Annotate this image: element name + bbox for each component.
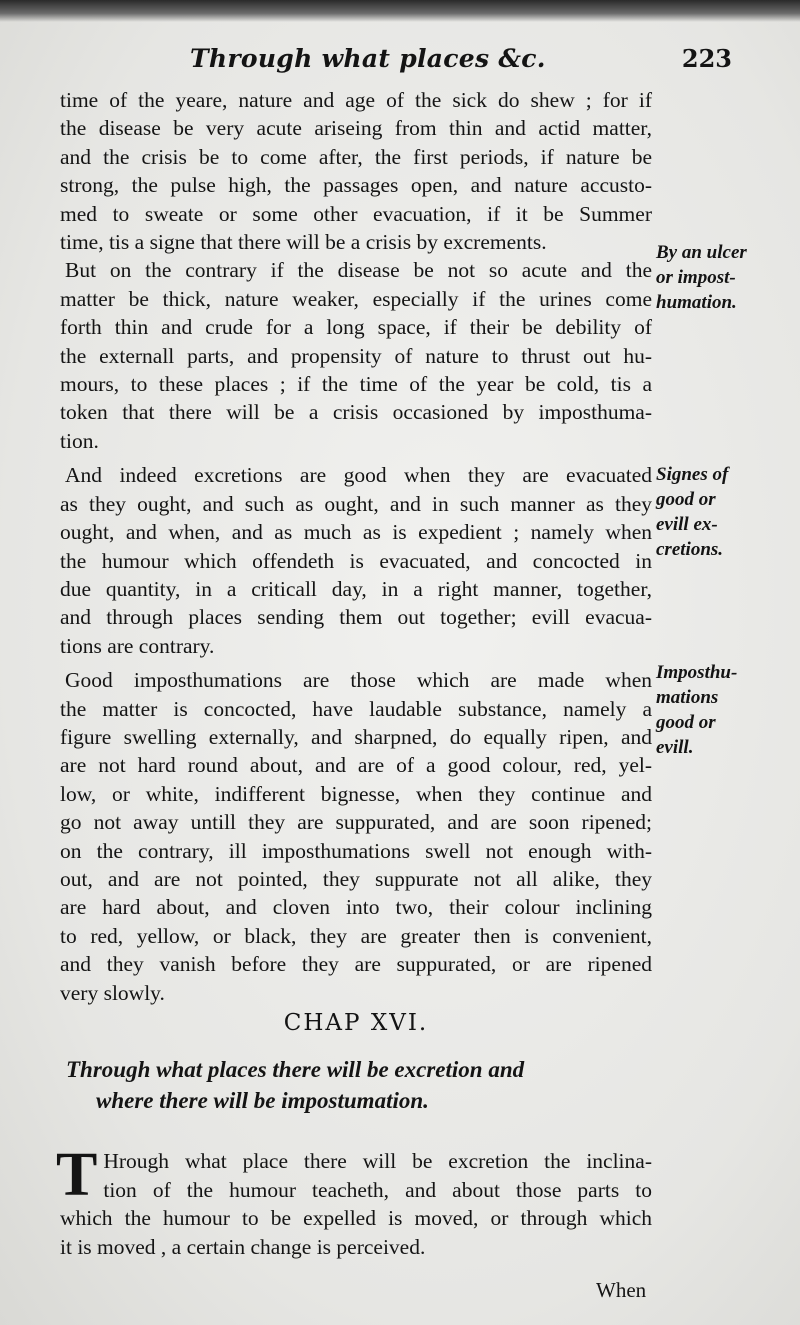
text-line: the humour which offendeth is evacuated, and concocted in [60, 548, 652, 573]
paragraph-4 [60, 666, 652, 1007]
text-line: are not hard round about, and are of a good colour, red, yel- [60, 753, 652, 778]
paragraph-1 [60, 86, 652, 256]
text-line: the externall parts, and propensity of nature to thrust out hu- [60, 343, 652, 368]
margin-note-line: cretions. [656, 539, 724, 560]
text-line: mours, to these places ; if the time of the year be cold, tis a [60, 372, 652, 397]
text-line: Hrough what place there will be excretion the inclina- [103, 1149, 652, 1173]
running-title: Through what places &c. [190, 44, 546, 73]
text-line: the disease be very acute ariseing from thin and actid matter, [60, 116, 652, 141]
text-line: very slowly. [60, 980, 165, 1005]
text-line: ought, and when, and as much as is expedient ; namely when [60, 520, 652, 545]
paragraph-2 [60, 256, 652, 455]
margin-note-line: By an ulcer [656, 242, 747, 263]
drop-cap: T [56, 1141, 98, 1209]
text-line: But on the contrary if the disease be not so acute and the [65, 258, 652, 283]
margin-note-line: Signes of [656, 464, 729, 485]
page-top-shadow [0, 0, 800, 22]
catchword: When [596, 1278, 647, 1302]
text-line: tion of the humour teacheth, and about those parts to [103, 1177, 652, 1202]
text-line: tion. [60, 428, 99, 453]
margin-note-line: evill. [656, 737, 694, 758]
text-line: figure swelling externally, and sharpned, do equally ripen, and [60, 724, 652, 749]
text-line: as they ought, and such as ought, and in such manner as they [60, 491, 652, 516]
text-line: token that there will be a crisis occasioned by imposthuma- [60, 400, 652, 425]
text-line: time, tis a signe that there will be a crisis by excrements. [60, 230, 547, 255]
text-line: forth thin and crude for a long space, if their be debility of [60, 315, 652, 340]
text-line: which the humour to be expelled is moved, or through which [60, 1206, 652, 1230]
margin-note-line: humation. [656, 292, 737, 313]
margin-note-line: Imposthu- [656, 662, 738, 683]
margin-note-excretions [656, 462, 796, 562]
margin-note-imposthumations [656, 660, 796, 760]
text-line: And indeed excretions are good when they are evacuated [65, 463, 652, 488]
text-line: go not away untill they are suppurated, and are soon ripened; [60, 810, 652, 835]
margin-note-line: mations [656, 687, 719, 708]
margin-note-line: good or [656, 712, 716, 733]
margin-note-ulcer [656, 240, 796, 315]
chapter-subtitle-line: Through what places there will be excretion and [66, 1057, 525, 1082]
text-line: and the crisis be to come after, the first periods, if nature be [60, 144, 652, 169]
main-text [60, 86, 652, 1007]
text-line: tions are contrary. [60, 633, 215, 658]
text-line: low, or white, indifferent bignesse, when they continue and [60, 781, 652, 806]
text-line: due quantity, in a criticall day, in a right manner, together, [60, 576, 652, 601]
page-header [60, 44, 732, 84]
margin-note-line: evill ex- [656, 514, 718, 535]
margin-note-line: good or [656, 489, 716, 510]
chapter-body [56, 1141, 652, 1261]
text-line: out, and are not pointed, they suppurate not all alike, they [60, 866, 652, 891]
text-line: the matter is concocted, have laudable substance, namely a [60, 696, 652, 721]
text-line: on the contrary, ill imposthumations swell not enough with- [60, 838, 652, 863]
paragraph-3 [60, 461, 652, 660]
text-line: to red, yellow, or black, they are greater then is convenient, [60, 923, 652, 948]
text-line: Good imposthumations are those which are made when [65, 668, 652, 693]
text-line: time of the yeare, nature and age of the sick do shew ; for if [60, 88, 652, 112]
text-line: it is moved , a certain change is perceived. [60, 1234, 426, 1259]
text-line: med to sweate or some other evacuation, if it be Summer [60, 201, 652, 226]
text-line: are hard about, and cloven into two, their colour inclining [60, 895, 652, 920]
margin-note-line: or impost- [656, 267, 736, 288]
text-line: and through places sending them out together; evill evacua- [60, 605, 652, 630]
chapter-subtitle [66, 1054, 658, 1116]
text-line: and they vanish before they are suppurated, or are ripened [60, 952, 652, 977]
chapter-subtitle-line: where there will be impostumation. [96, 1088, 429, 1113]
text-line: matter be thick, nature weaker, especially if the urines come [60, 286, 652, 311]
text-line: strong, the pulse high, the passages open, and nature accusto- [60, 173, 652, 198]
chapter-heading: CHAP XVI. [283, 1010, 429, 1036]
page-number: 223 [681, 44, 732, 73]
